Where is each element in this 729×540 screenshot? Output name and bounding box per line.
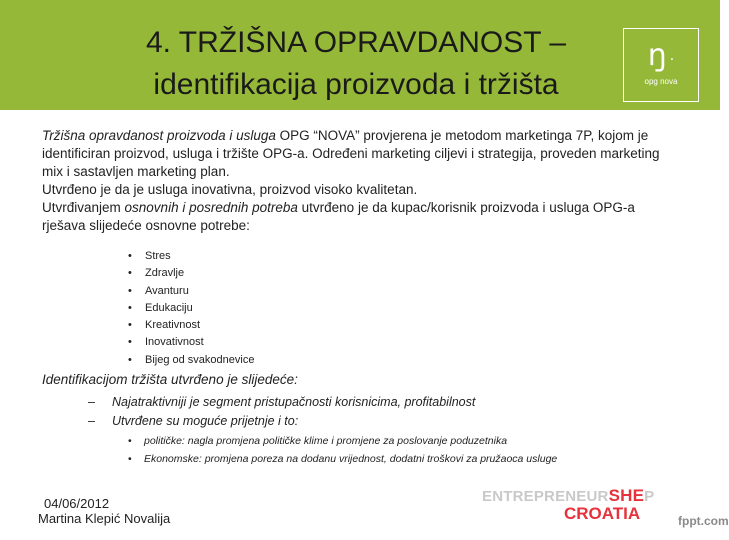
brand-croatia: CROATIA (564, 504, 641, 523)
need-item: • Avanturu (128, 283, 254, 300)
title-banner (0, 0, 720, 110)
paragraph-innovation: Utvrđeno je da je usluga inovativna, proizvod visoko kvalitetan. (42, 182, 418, 197)
need-item: • Stres (128, 248, 254, 265)
market-finding: – Utvrđene su moguće prijetnje i to: (88, 412, 475, 431)
market-finding: – Najatraktivniji je segment pristupačnosti korisnicima, profitabilnost (88, 393, 475, 412)
market-findings-list (88, 393, 475, 431)
logo-name: opg nova (644, 77, 678, 86)
brand-line-1 (482, 486, 654, 506)
need-item: • Inovativnost (128, 334, 254, 351)
need-item: • Kreativnost (128, 317, 254, 334)
opg-nova-logo (623, 28, 699, 102)
paragraph-needs (42, 199, 682, 235)
body-text (42, 127, 682, 235)
entrepreneurshep-croatia-logo (482, 486, 662, 526)
paragraph-needs-start: Utvrđivanjem (42, 200, 125, 215)
paragraph-needs-end: utvrđeno je da kupac/korisnik proizvoda i usluga OPG-a rješava slijedeće osnovne potrebe: (42, 200, 635, 233)
need-item: • Bijeg od svakodnevice (128, 352, 254, 369)
brand-she: SHE (608, 486, 645, 505)
needs-list (128, 248, 254, 369)
need-item: • Zdravlje (128, 265, 254, 282)
paragraph-7p (42, 127, 682, 181)
threat-item: • Ekonomske: promjena poreza na dodanu vrijednost, dodatni troškovi za pružaoca usluge (128, 450, 557, 468)
logo-dot: . (669, 48, 675, 64)
title-line-2: identifikacija proizvoda i tržišta (153, 68, 559, 101)
paragraph-needs-italic: osnovnih i posrednih potreba (124, 200, 298, 215)
logo-glyph (624, 39, 698, 73)
footer-author: Martina Klepić Novalija (38, 511, 171, 526)
fppt-watermark: fppt.com (678, 514, 729, 528)
brand-p: P (644, 488, 655, 505)
slide-title (96, 22, 616, 106)
need-item: • Edukaciju (128, 300, 254, 317)
footer-date: 04/06/2012 (44, 496, 110, 511)
threat-item: • političke: nagla promjena političke klime i promjene za poslovanje poduzetnika (128, 432, 557, 450)
paragraph-7p-italic: Tržišna opravdanost proizvoda i usluga (42, 128, 276, 143)
title-line-1: 4. TRŽIŠNA OPRAVDANOST – (145, 26, 567, 59)
brand-entrepreneur: ENTREPRENEUR (482, 488, 609, 505)
paragraph-7p-rest: OPG “NOVA” provjerena je metodom marketinga 7P, kojom je identificiran proizvod, usluga i tržište OPG-a. Određeni marketing ciljevi i strategija, proveden marketing mix i sastavljen marketing plan. (42, 128, 660, 179)
threats-list (128, 432, 557, 468)
market-heading: Identifikacijom tržišta utvrđeno je slijedeće: (42, 372, 298, 387)
logo-letter: ŋ (647, 38, 667, 73)
